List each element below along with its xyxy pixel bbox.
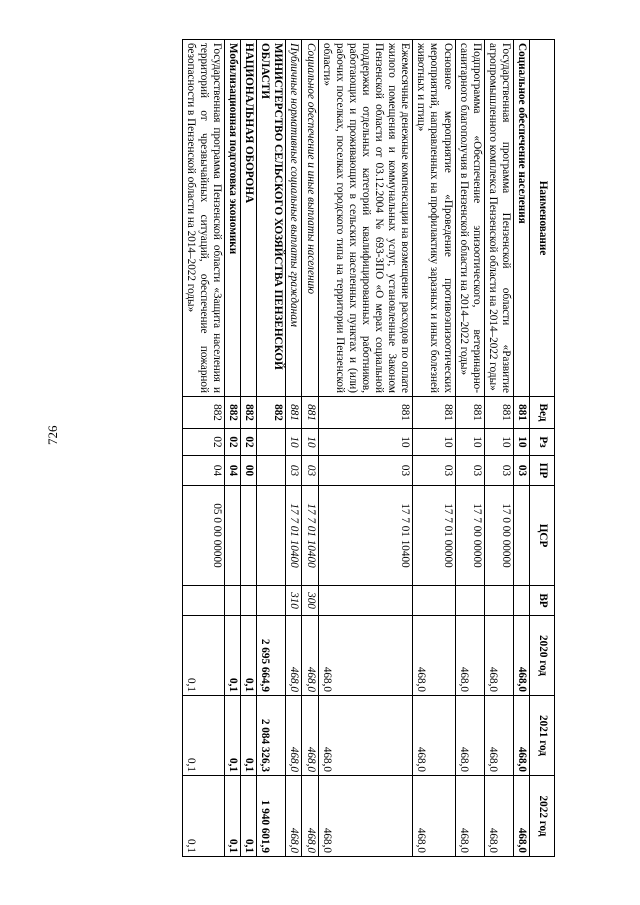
cell-ved: 881: [318, 397, 413, 429]
table-row: [286, 40, 302, 857]
cell-name: Публичные нормативные социальные выплаты гражданам: [286, 40, 302, 397]
budget-table: [182, 39, 555, 857]
rotated-table-container: [80, 39, 555, 856]
cell-y2022: 468,0: [318, 776, 413, 857]
table-row: [413, 40, 455, 857]
cell-pr: 03: [513, 456, 529, 486]
cell-csr: 17 7 01 00000: [413, 486, 455, 586]
cell-name: Государственная программа Пензенской области «Защита населения и территорий от чрезвычайных ситуаций, обеспечение пожарной безопасности в Пензенской области на 2014–2022 годы»: [182, 40, 224, 397]
table-row: [241, 40, 257, 857]
cell-csr: 17 0 00 00000: [484, 486, 513, 586]
cell-y2020: 468,0: [513, 616, 529, 696]
cell-vr: [484, 586, 513, 616]
table-row: [182, 40, 224, 857]
table-row: [318, 40, 413, 857]
cell-rz: 10: [513, 429, 529, 456]
cell-vr: [413, 586, 455, 616]
cell-name: Ежемесячные денежные компенсации на возмещение расходов по оплате жилого помещения и коммунальных услуг, установленные Законом Пензенской области от 03.12.2004 № 693-ЗПО «О мерах социальной поддержки отдельных категорий квалифицированных работников, работающих и проживающих в сельских населенных пунктах и (или) рабочих поселках, поселках городского типа на территории Пензенской области»: [318, 40, 413, 397]
header-rz: Рз: [530, 429, 555, 456]
header-vr: ВР: [530, 586, 555, 616]
cell-y2022: 0,1: [182, 776, 224, 857]
cell-csr: 17 7 01 10400: [318, 486, 413, 586]
table-row: [513, 40, 529, 857]
cell-ved: 881: [513, 397, 529, 429]
cell-csr: [513, 486, 529, 586]
cell-name: МИНИСТЕРСТВО СЕЛЬСКОГО ХОЗЯЙСТВА ПЕНЗЕНСКОЙ ОБЛАСТИ: [257, 40, 286, 397]
cell-rz: 02: [241, 429, 257, 456]
cell-y2022: 468,0: [513, 776, 529, 857]
table-row: [257, 40, 286, 857]
cell-y2021: 468,0: [286, 696, 302, 776]
cell-y2022: 468,0: [413, 776, 455, 857]
cell-csr: 17 7 01 10400: [286, 486, 302, 586]
cell-pr: 03: [413, 456, 455, 486]
cell-y2021: 0,1: [225, 696, 241, 776]
table-row: [302, 40, 318, 857]
cell-y2020: 468,0: [302, 616, 318, 696]
header-2021: 2021 год: [530, 696, 555, 776]
cell-ved: 881: [413, 397, 455, 429]
cell-rz: [257, 429, 286, 456]
cell-vr: [225, 586, 241, 616]
cell-pr: 03: [302, 456, 318, 486]
cell-name: Социальное обеспечение и иные выплаты населению: [302, 40, 318, 397]
cell-ved: 881: [302, 397, 318, 429]
cell-name: НАЦИОНАЛЬНАЯ ОБОРОНА: [241, 40, 257, 397]
table-row: [455, 40, 484, 857]
cell-y2022: 1 940 601,9: [257, 776, 286, 857]
cell-ved: 881: [484, 397, 513, 429]
header-2022: 2022 год: [530, 776, 555, 857]
cell-vr: 310: [286, 586, 302, 616]
cell-vr: [513, 586, 529, 616]
cell-y2020: 468,0: [286, 616, 302, 696]
cell-vr: [318, 586, 413, 616]
cell-name: Подпрограмма «Обеспечение эпизоотического, ветеринарно-санитарного благополучия в Пензенской области на 2014–2022 годы»: [455, 40, 484, 397]
cell-vr: [257, 586, 286, 616]
cell-rz: 02: [182, 429, 224, 456]
cell-csr: [257, 486, 286, 586]
cell-pr: 03: [318, 456, 413, 486]
table-body: [182, 40, 529, 857]
cell-name: Государственная программа Пензенской области «Развитие агропромышленного комплекса Пензенской области на 2014–2022 годы»: [484, 40, 513, 397]
header-csr: ЦСР: [530, 486, 555, 586]
cell-name: Основное мероприятие «Проведение противоэпизоотических мероприятий, направленных на профилактику заразных и иных болезней животных и птиц»: [413, 40, 455, 397]
cell-y2022: 468,0: [455, 776, 484, 857]
cell-rz: 10: [318, 429, 413, 456]
cell-y2022: 0,1: [225, 776, 241, 857]
header-pr: ПР: [530, 456, 555, 486]
cell-y2022: 0,1: [241, 776, 257, 857]
cell-y2021: 468,0: [318, 696, 413, 776]
cell-ved: 881: [455, 397, 484, 429]
cell-y2021: 2 084 326,3: [257, 696, 286, 776]
cell-csr: [241, 486, 257, 586]
cell-y2020: 0,1: [182, 616, 224, 696]
table-row: [484, 40, 513, 857]
cell-y2020: 0,1: [225, 616, 241, 696]
cell-y2020: 468,0: [455, 616, 484, 696]
cell-vr: [182, 586, 224, 616]
cell-pr: 00: [241, 456, 257, 486]
cell-rz: 10: [484, 429, 513, 456]
header-2020: 2020 год: [530, 616, 555, 696]
cell-y2020: 0,1: [241, 616, 257, 696]
cell-y2021: 468,0: [413, 696, 455, 776]
page-number: 726: [45, 425, 60, 445]
cell-y2020: 468,0: [413, 616, 455, 696]
cell-y2021: 468,0: [302, 696, 318, 776]
cell-csr: 17 7 01 10400: [302, 486, 318, 586]
cell-rz: 10: [286, 429, 302, 456]
cell-rz: 02: [225, 429, 241, 456]
cell-y2020: 468,0: [318, 616, 413, 696]
cell-rz: 10: [413, 429, 455, 456]
cell-name: Мобилизационная подготовка экономики: [225, 40, 241, 397]
header-ved: Вед: [530, 397, 555, 429]
cell-rz: 10: [302, 429, 318, 456]
cell-y2020: 468,0: [484, 616, 513, 696]
cell-pr: [257, 456, 286, 486]
cell-y2021: 468,0: [484, 696, 513, 776]
cell-pr: 03: [286, 456, 302, 486]
cell-ved: 882: [241, 397, 257, 429]
cell-name: Социальное обеспечение населения: [513, 40, 529, 397]
cell-vr: [455, 586, 484, 616]
cell-y2022: 468,0: [286, 776, 302, 857]
cell-pr: 03: [484, 456, 513, 486]
cell-csr: 05 0 00 00000: [182, 486, 224, 586]
cell-pr: 04: [225, 456, 241, 486]
cell-csr: [225, 486, 241, 586]
cell-ved: 882: [225, 397, 241, 429]
header-name: Наименование: [530, 40, 555, 397]
cell-pr: 03: [455, 456, 484, 486]
cell-ved: 881: [286, 397, 302, 429]
cell-y2020: 2 695 664,9: [257, 616, 286, 696]
cell-rz: 10: [455, 429, 484, 456]
cell-y2022: 468,0: [302, 776, 318, 857]
cell-y2021: 468,0: [455, 696, 484, 776]
cell-csr: 17 7 00 00000: [455, 486, 484, 586]
cell-ved: 882: [257, 397, 286, 429]
cell-y2021: 0,1: [182, 696, 224, 776]
cell-vr: [241, 586, 257, 616]
table-header-row: [530, 40, 555, 857]
table-row: [225, 40, 241, 857]
cell-y2022: 468,0: [484, 776, 513, 857]
cell-vr: 300: [302, 586, 318, 616]
cell-y2021: 468,0: [513, 696, 529, 776]
cell-pr: 04: [182, 456, 224, 486]
cell-y2021: 0,1: [241, 696, 257, 776]
cell-ved: 882: [182, 397, 224, 429]
